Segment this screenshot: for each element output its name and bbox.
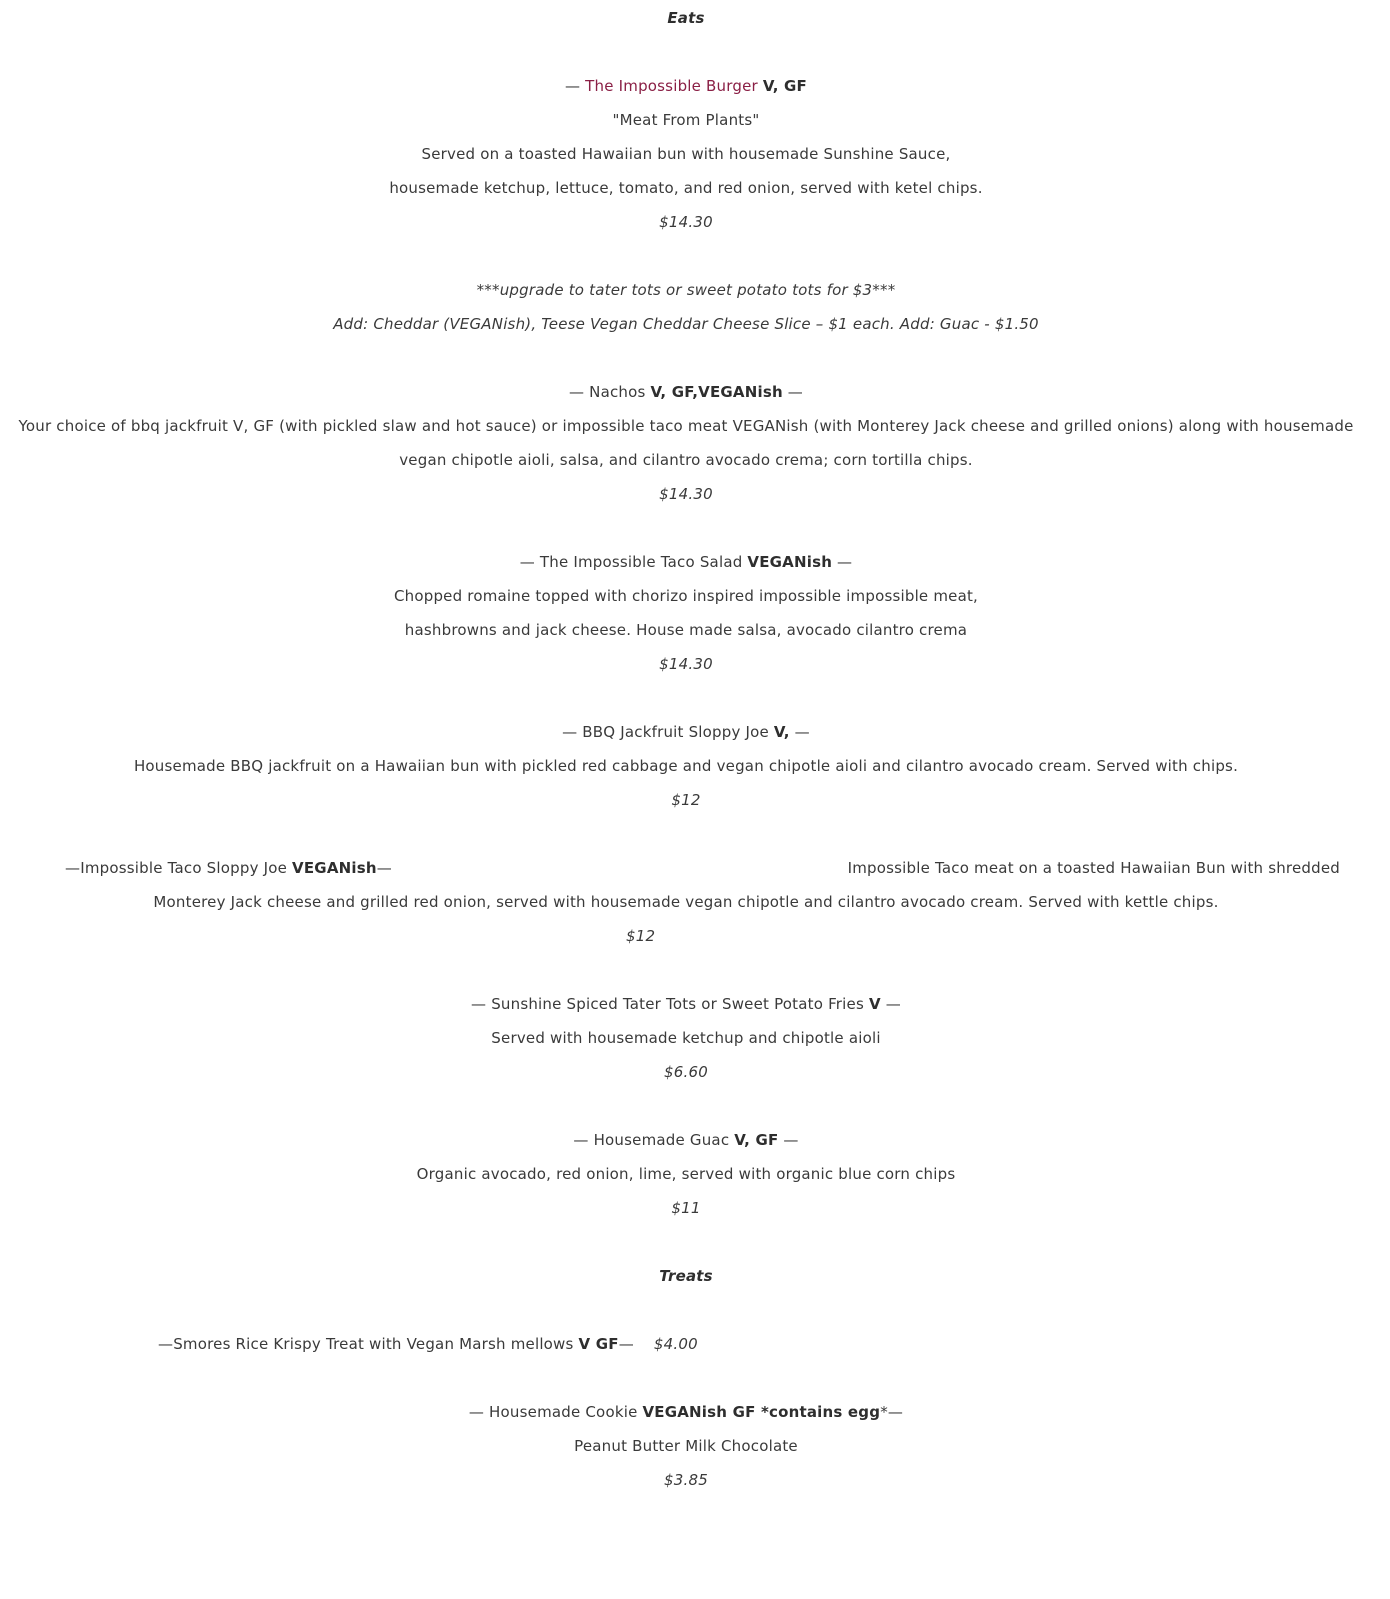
guac-desc-1: Organic avocado, red onion, lime, served with organic blue corn chips [416, 1165, 956, 1183]
burger-addons: Add: Cheddar (VEGANish), Teese Vegan Cheddar Cheese Slice – $1 each. Add: Guac - $1.50 [333, 315, 1039, 333]
guac-name: — Housemade Guac [573, 1131, 735, 1149]
taco-sloppy-joe-price: $12 [626, 927, 656, 945]
burger-tagline: "Meat From Plants" [612, 111, 760, 129]
cookie-price: $3.85 [664, 1471, 708, 1489]
sloppy-joe-tags: V, [773, 723, 790, 741]
nachos-desc-1: Your choice of bbq jackfruit V, GF (with pickled slaw and hot sauce) or impossible taco meat VEGANish (with Monterey Jack cheese and grilled onions) along with housemade [18, 417, 1354, 435]
nachos-name: — Nachos [569, 383, 651, 401]
sloppy-joe-desc-1: Housemade BBQ jackfruit on a Hawaiian bun with pickled red cabbage and vegan chipotle aioli and cilantro avocado cream. Served with chips. [133, 757, 1239, 775]
taco-salad-name: — The Impossible Taco Salad [519, 553, 748, 571]
burger-desc-2: housemade ketchup, lettuce, tomato, and red onion, served with ketel chips. [389, 179, 983, 197]
guac-suffix: — [778, 1131, 799, 1149]
sloppy-joe-title [0, 722, 1372, 742]
smores-title [158, 1334, 698, 1354]
taco-sloppy-joe-name: —Impossible Taco Sloppy Joe [65, 859, 293, 877]
taco-sloppy-joe-desc-1: Impossible Taco meat on a toasted Hawaiian Bun with shredded [847, 859, 1340, 877]
cookie-name: — Housemade Cookie [468, 1403, 643, 1421]
taco-salad-desc-2: hashbrowns and jack cheese. House made salsa, avocado cilantro crema [404, 621, 968, 639]
tots-title [0, 994, 1372, 1014]
tots-suffix: — [880, 995, 901, 1013]
taco-salad-title [0, 552, 1372, 572]
taco-sloppy-joe-tags: VEGANish [292, 859, 377, 877]
burger-tags: V, GF [762, 77, 807, 95]
burger-name-link[interactable]: The Impossible Burger [585, 77, 758, 95]
tots-price: $6.60 [664, 1063, 708, 1081]
cookie-title [0, 1402, 1372, 1422]
sloppy-joe-price: $12 [671, 791, 701, 809]
burger-desc-1: Served on a toasted Hawaiian bun with housemade Sunshine Sauce, [421, 145, 951, 163]
taco-sloppy-joe-suffix: — [376, 859, 392, 877]
tots-name: — Sunshine Spiced Tater Tots or Sweet Potato Fries [471, 995, 869, 1013]
burger-dash: — [565, 77, 586, 95]
smores-suffix: — [618, 1335, 634, 1353]
cookie-suffix: *— [880, 1403, 904, 1421]
nachos-suffix: — [782, 383, 803, 401]
smores-name: —Smores Rice Krispy Treat with Vegan Marsh mellows [158, 1335, 579, 1353]
nachos-title [0, 382, 1372, 402]
burger-title [0, 76, 1372, 96]
cookie-tags: VEGANish GF *contains egg [642, 1403, 881, 1421]
taco-sloppy-joe-title [65, 858, 392, 878]
sloppy-joe-name: — BBQ Jackfruit Sloppy Joe [562, 723, 774, 741]
sloppy-joe-suffix: — [789, 723, 810, 741]
burger-upgrade: ***upgrade to tater tots or sweet potato tots for $3*** [476, 281, 896, 299]
taco-salad-suffix: — [832, 553, 853, 571]
nachos-desc-2: vegan chipotle aioli, salsa, and cilantro avocado crema; corn tortilla chips. [399, 451, 973, 469]
nachos-price: $14.30 [659, 485, 713, 503]
taco-salad-tags: VEGANish [747, 553, 833, 571]
treats-heading: Treats [659, 1267, 713, 1285]
tots-tags: V [868, 995, 881, 1013]
eats-heading: Eats [667, 9, 705, 27]
guac-price: $11 [671, 1199, 701, 1217]
smores-tags: V GF [578, 1335, 619, 1353]
smores-price: $4.00 [653, 1335, 698, 1353]
guac-title [0, 1130, 1372, 1150]
taco-salad-desc-1: Chopped romaine topped with chorizo inspired impossible impossible meat, [393, 587, 979, 605]
nachos-tags: V, GF,VEGANish [650, 383, 783, 401]
guac-tags: V, GF [734, 1131, 779, 1149]
cookie-desc-1: Peanut Butter Milk Chocolate [574, 1437, 798, 1455]
burger-price: $14.30 [659, 213, 713, 231]
taco-sloppy-joe-desc-2: Monterey Jack cheese and grilled red onion, served with housemade vegan chipotle and cilantro avocado cream. Served with kettle chips. [153, 893, 1219, 911]
tots-desc-1: Served with housemade ketchup and chipotle aioli [491, 1029, 881, 1047]
taco-salad-price: $14.30 [659, 655, 713, 673]
